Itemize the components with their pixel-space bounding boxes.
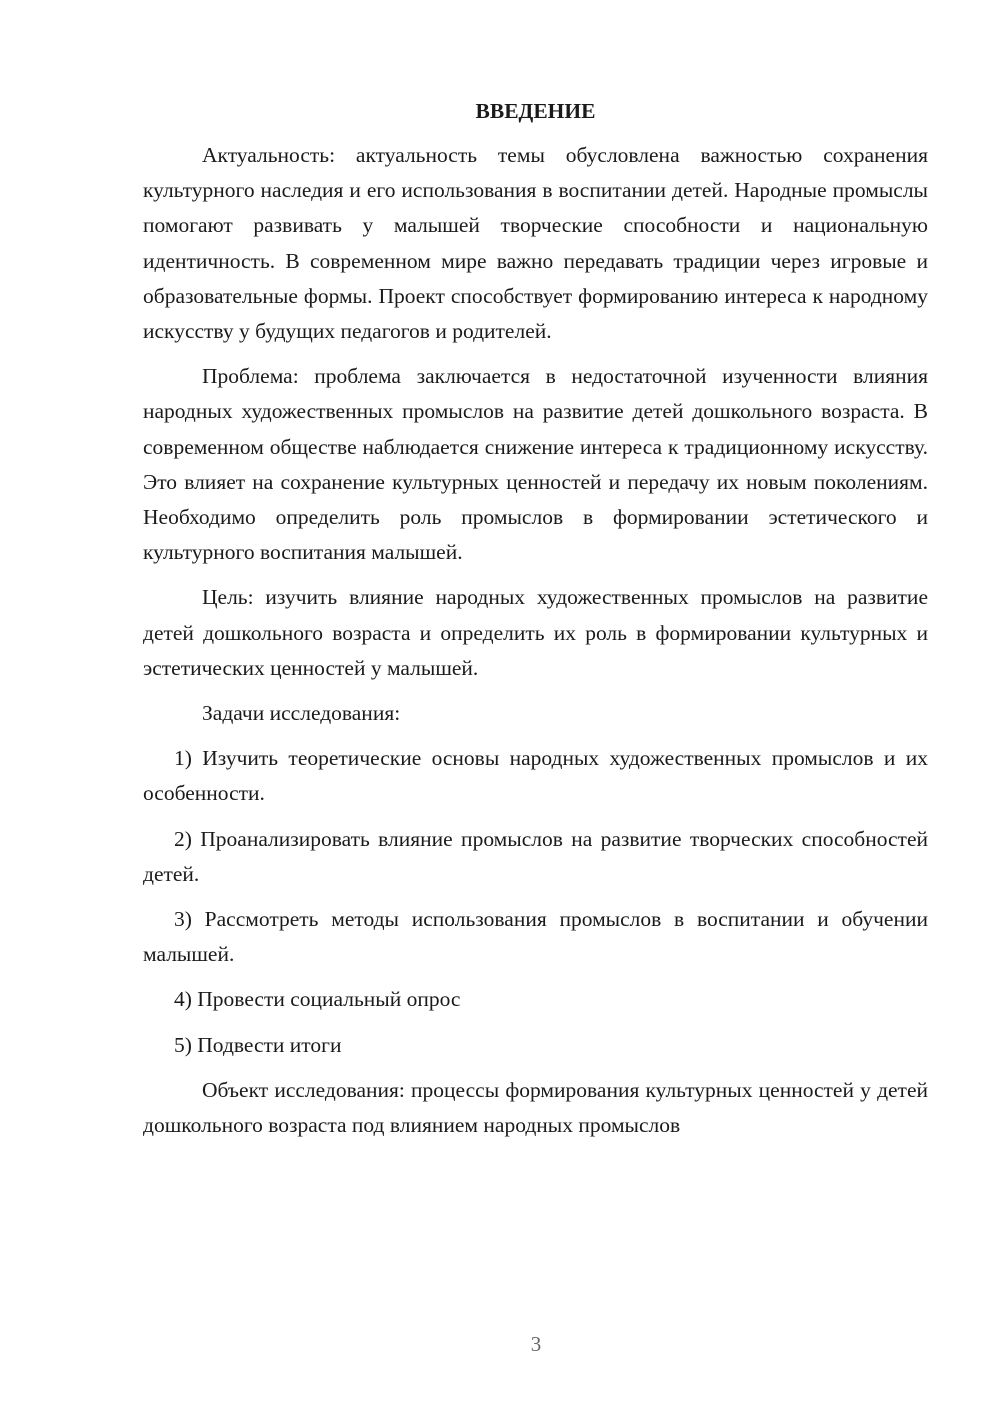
paragraph-tasks-intro: Задачи исследования: [202, 701, 401, 726]
page-number: 3 [530, 1332, 542, 1356]
task-item-2: 2) Проанализировать влияние промыслов на развитие творческих способностей детей. [143, 826, 928, 886]
document-page [143, 92, 928, 1143]
section-heading: ВВЕДЕНИЕ [475, 99, 596, 123]
paragraph-problem: Проблема: проблема заключается в недостаточной изученности влияния народных художественных промыслов на развитие детей дошкольного возраста. В современном обществе наблюдается снижение интереса к традиционному искусству. Это влияет на сохранение культурных ценностей и передачу их новым поколениям. Необходимо определить роль промыслов в формировании эстетического и культурного воспитания малышей. [143, 364, 928, 565]
paragraph-object: Объект исследования: процессы формирования культурных ценностей у детей дошкольного возраста под влиянием народных промыслов [143, 1077, 928, 1138]
task-item-5: 5) Подвести итоги [174, 1032, 342, 1057]
task-item-1: 1) Изучить теоретические основы народных художественных промыслов и их особенности. [143, 746, 928, 806]
paragraph-goal: Цель: изучить влияние народных художественных промыслов на развитие детей дошкольного возраста и определить их роль в формировании культурных и эстетических ценностей у малышей. [143, 585, 928, 680]
task-item-4: 4) Провести социальный опрос [174, 987, 461, 1012]
paragraph-relevance: Актуальность: актуальность темы обусловлена важностью сохранения культурного наследия и его использования в воспитании детей. Народные промыслы помогают развивать у малышей творческие способности и национальную идентичность. В современном мире важно передавать традиции через игровые и образовательные формы. Проект способствует формированию интереса к народному искусству у будущих педагогов и родителей. [143, 143, 928, 344]
task-item-3: 3) Рассмотреть методы использования промыслов в воспитании и обучении малышей. [143, 907, 928, 967]
